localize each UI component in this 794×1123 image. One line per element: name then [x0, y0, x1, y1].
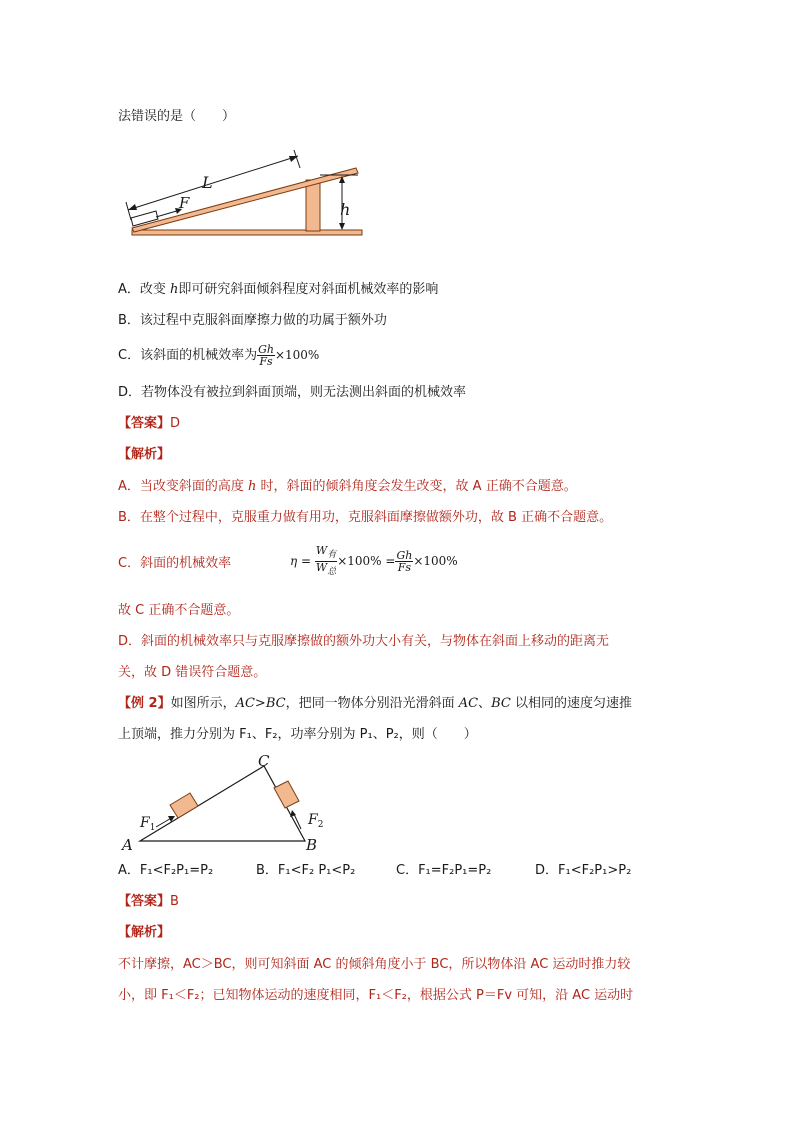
- analysis-1-c-label: C．斜面的机械效率: [118, 556, 232, 571]
- analysis-1-b: B．在整个过程中，克服重力做有用功，克服斜面摩擦做额外功，故 B 正确不合题意。: [118, 510, 613, 525]
- block-on-bc: [274, 781, 299, 808]
- L-arrow: [128, 156, 298, 210]
- label-F2: $F_2$: [308, 812, 324, 830]
- q2-option-a: A．F₁<F₂P₁=P₂: [118, 863, 214, 878]
- support-block: [306, 180, 320, 231]
- analysis-1-d-line1: D．斜面的机械效率只与克服摩擦做的额外功大小有关，与物体在斜面上移动的距离无: [118, 634, 610, 649]
- L-end-left: [126, 202, 131, 220]
- label-h: h: [340, 200, 351, 219]
- example-2-line1: 【例 2】如图所示，AC>BC，把同一物体分别沿光滑斜面 AC、BC 以相同的速度匀速推: [118, 696, 632, 711]
- analysis-1-d-line2: 关，故 D 错误符合题意。: [118, 665, 267, 680]
- label-C: C: [258, 752, 270, 770]
- q1-option-c: C．该斜面的机械效率为 $\frac{Gh}{Fs}$ ×100%: [118, 343, 320, 368]
- analysis-1-a: A．当改变斜面的高度 h 时，斜面的倾斜角度会发生改变，故 A 正确不合题意。: [118, 479, 577, 494]
- q2-option-c: C．F₁=F₂P₁=P₂: [396, 863, 492, 878]
- intro-text: 法错误的是（ ）: [118, 109, 236, 124]
- triangle-abc: [140, 766, 305, 841]
- L-arrow-left: [128, 204, 137, 210]
- block-on-ac: [170, 793, 198, 818]
- answer-2: 【答案】B: [118, 894, 179, 909]
- label-F: F: [179, 194, 190, 212]
- answer-1: 【答案】D: [118, 416, 181, 431]
- analysis-2-line2: 小，即 F₁＜F₂；已知物体运动的速度相同，F₁＜F₂，根据公式 P＝Fv 可知，沿 AC 运动时: [118, 988, 634, 1003]
- L-end-right: [294, 150, 300, 168]
- triangle-figure: [118, 752, 348, 856]
- analysis-1-c-conclusion: 故 C 正确不合题意。: [118, 603, 240, 618]
- label-A: A: [122, 836, 133, 854]
- q2-option-d: D．F₁<F₂P₁>P₂: [535, 863, 632, 878]
- q2-option-b: B．F₁<F₂ P₁<P₂: [256, 863, 356, 878]
- analysis-2-line1: 不计摩擦，AC＞BC，则可知斜面 AC 的倾斜角度小于 BC，所以物体沿 AC 运动时推力较: [118, 957, 631, 972]
- incline-figure: [118, 140, 368, 242]
- label-F1: $F_1$: [140, 815, 156, 833]
- label-B: B: [306, 836, 318, 854]
- ramp: [132, 168, 358, 232]
- efficiency-formula: η = $\frac{W_有}{W_总}$ ×100% = $\frac{Gh}{Fs}$ ×100%: [290, 544, 458, 578]
- q1-option-a: A．改变 h即可研究斜面倾斜程度对斜面机械效率的影响: [118, 282, 439, 297]
- analysis-2-label: 【解析】: [118, 925, 171, 940]
- ground-base: [132, 230, 362, 235]
- analysis-1-label: 【解析】: [118, 447, 171, 462]
- h-arrow-down: [339, 223, 345, 230]
- example-2-line2: 上顶端，推力分别为 F₁、F₂，功率分别为 P₁、P₂，则（ ）: [118, 727, 477, 742]
- label-L: L: [202, 173, 213, 192]
- q1-option-d: D．若物体没有被拉到斜面顶端，则无法测出斜面的机械效率: [118, 385, 467, 400]
- q1-option-b: B．该过程中克服斜面摩擦力做的功属于额外功: [118, 313, 387, 328]
